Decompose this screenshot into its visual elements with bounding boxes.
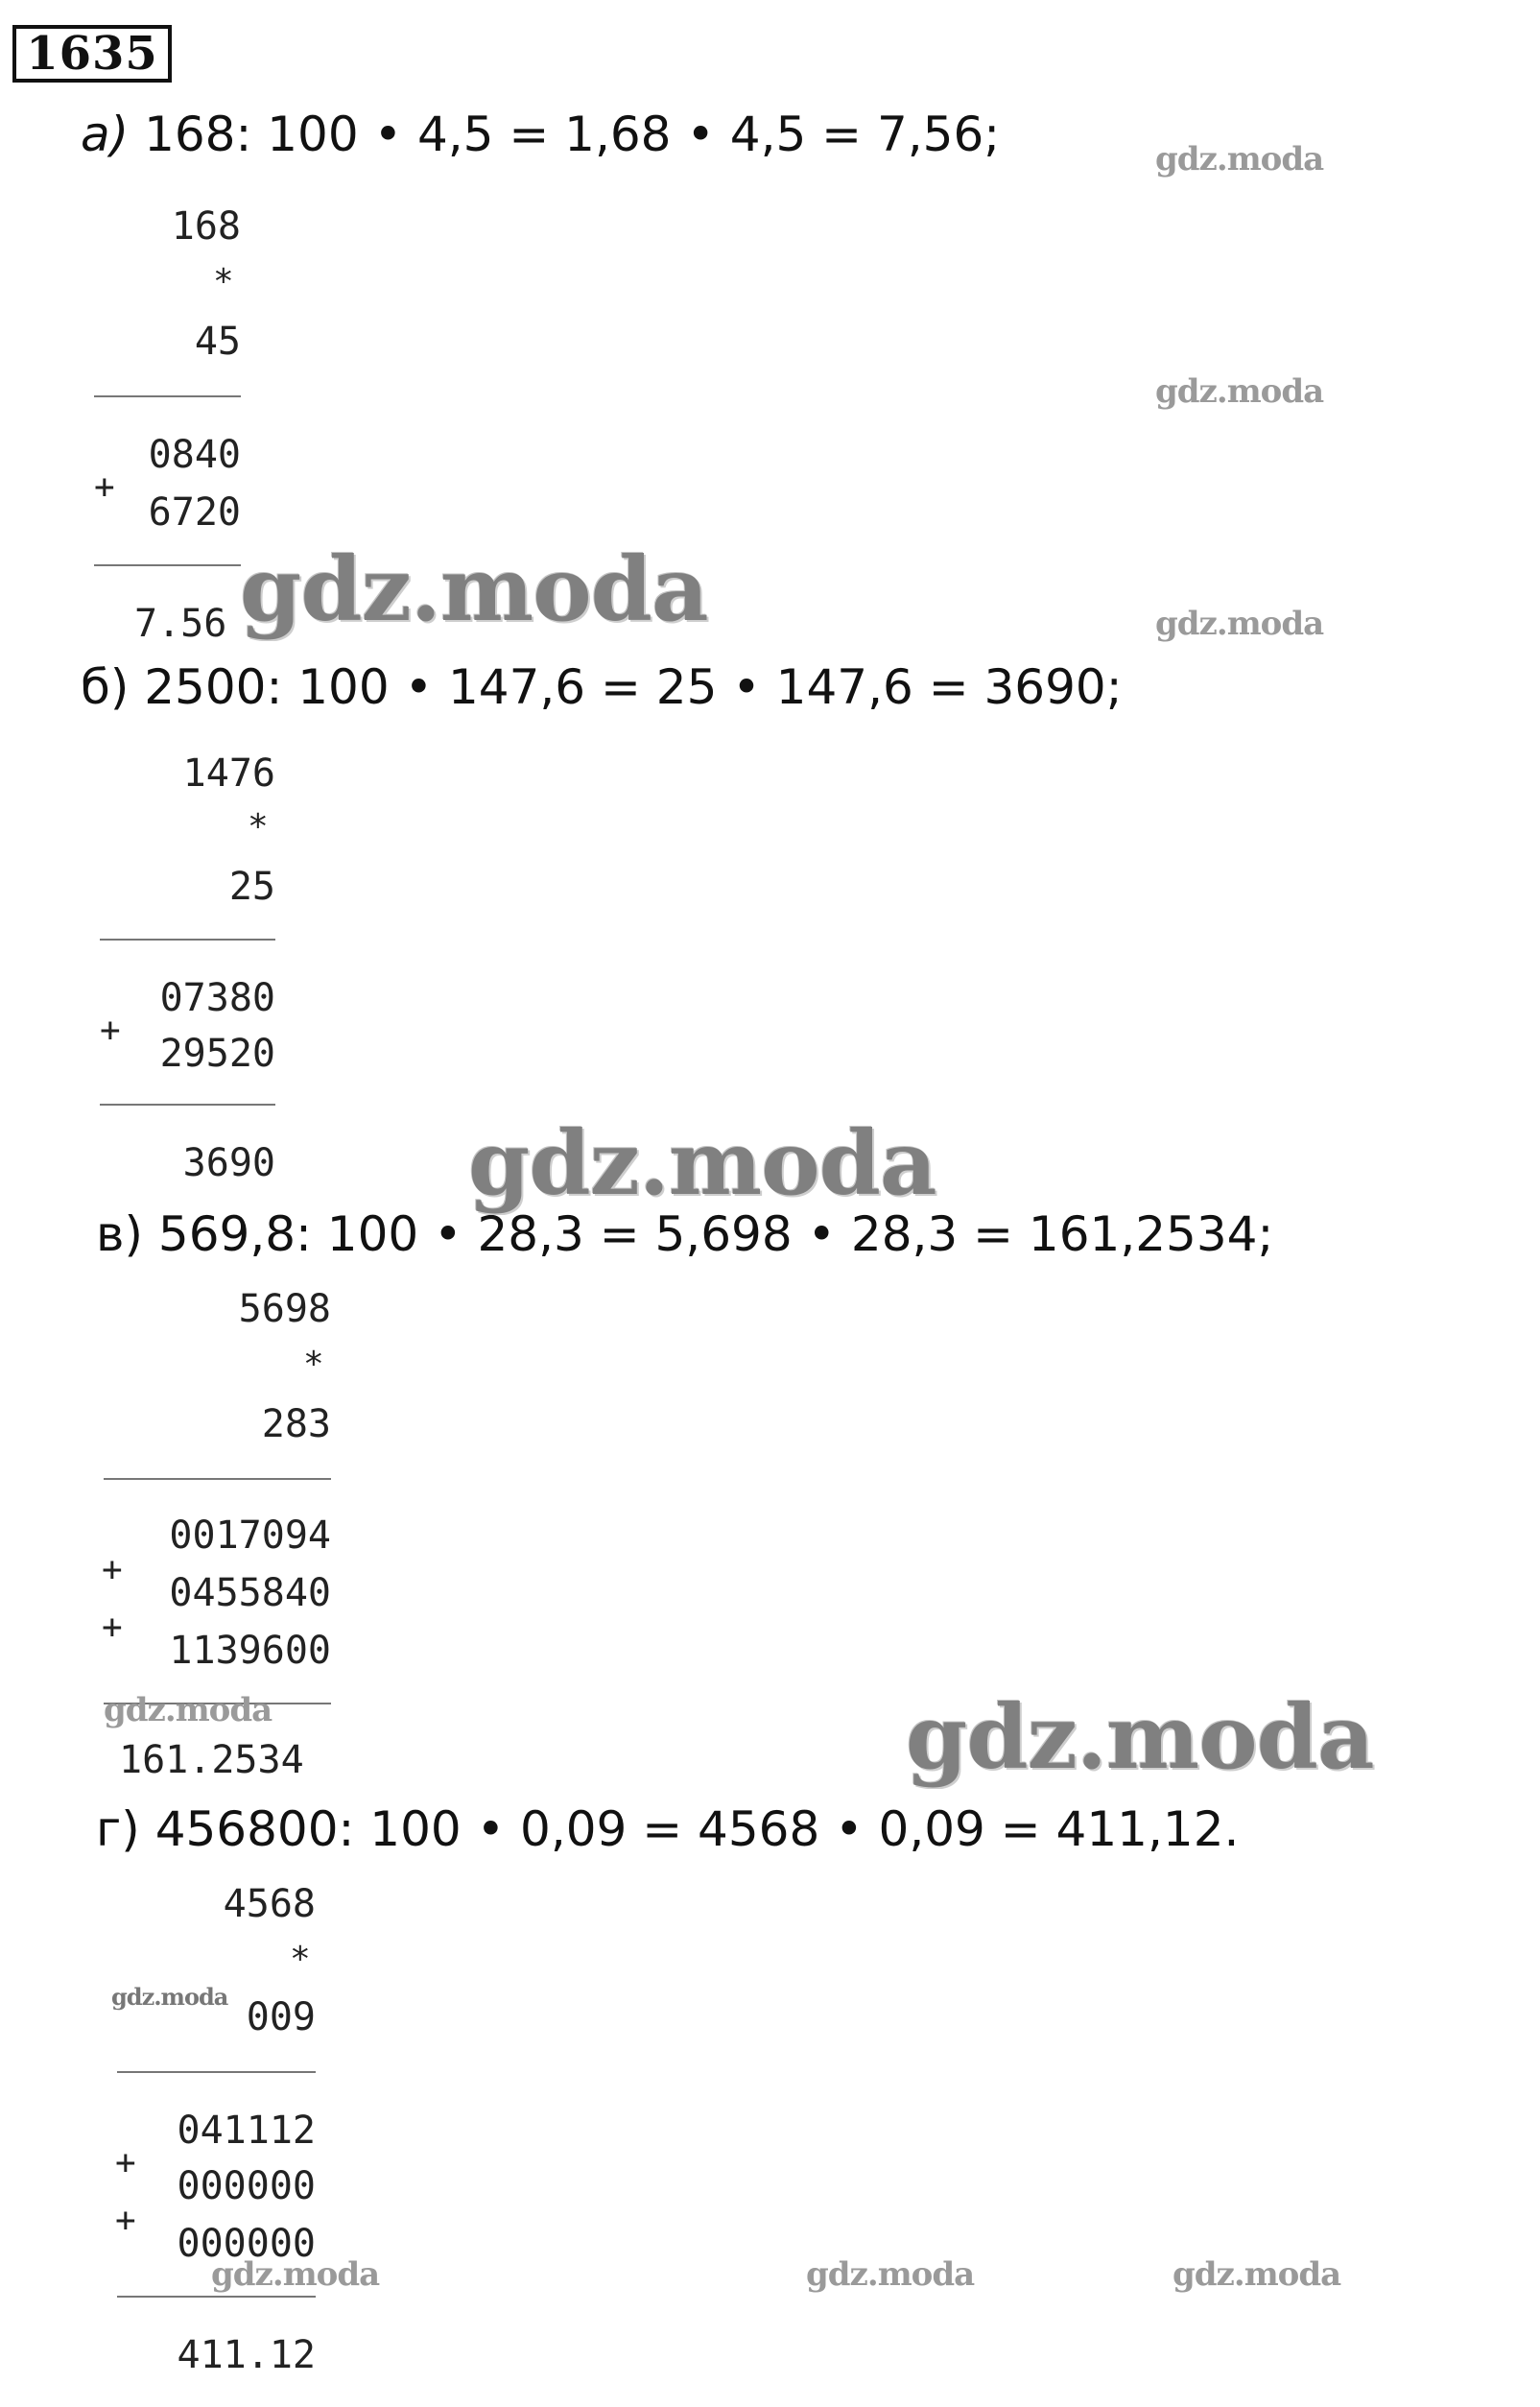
calc-a-rule-2 xyxy=(94,564,241,566)
part-label-b: б) xyxy=(81,659,130,715)
calc-a-partial-1: 0840 xyxy=(148,433,241,477)
calc-v-partial-2: 0455840 xyxy=(169,1571,331,1615)
equation-a xyxy=(81,106,1000,163)
calc-v-result: 161.2534 xyxy=(119,1738,304,1782)
watermark: gdz.moda xyxy=(111,1983,228,2011)
calc-b-rule-2 xyxy=(100,1104,275,1106)
watermark: gdz.moda xyxy=(1155,605,1324,643)
calc-b-multiplicand: 1476 xyxy=(182,751,275,796)
equation-g xyxy=(96,1800,1239,1858)
watermark: gdz.moda xyxy=(906,1685,1374,1789)
calc-a-operator: * xyxy=(213,262,234,301)
equation-text-a: 168: 100 • 4,5 = 1,68 • 4,5 = 7,56; xyxy=(144,107,1001,162)
watermark: gdz.moda xyxy=(468,1111,936,1215)
calc-b-plus-1: + xyxy=(100,1011,121,1050)
part-label-g: г) xyxy=(96,1801,140,1857)
calc-v-partial-3: 1139600 xyxy=(169,1629,331,1673)
calc-a-multiplicand: 168 xyxy=(171,204,241,249)
calc-g-plus-1: + xyxy=(115,2143,136,2182)
watermark: gdz.moda xyxy=(1155,140,1324,179)
calc-b-operator: * xyxy=(248,807,269,846)
watermark: gdz.moda xyxy=(806,2255,975,2294)
watermark: gdz.moda xyxy=(211,2255,380,2294)
calc-g-multiplier: 009 xyxy=(246,1995,316,2039)
calc-b-partial-1: 07380 xyxy=(159,976,275,1020)
calc-g-rule-1 xyxy=(117,2071,316,2073)
calc-b-rule-1 xyxy=(100,939,275,941)
calc-b-result: 3690 xyxy=(182,1141,275,1185)
calc-g-partial-3: 000000 xyxy=(177,2222,316,2266)
task-number: 1635 xyxy=(12,25,172,83)
calc-a-plus-1: + xyxy=(94,467,115,507)
watermark: gdz.moda xyxy=(1173,2255,1341,2294)
calc-g-partial-1: 041112 xyxy=(177,2109,316,2153)
calc-g-operator: * xyxy=(290,1940,311,1979)
calc-a-multiplier: 45 xyxy=(194,320,241,364)
calc-v-partial-1: 0017094 xyxy=(169,1513,331,1558)
calc-b-partial-2: 29520 xyxy=(159,1032,275,1076)
calc-g-partial-2: 000000 xyxy=(177,2164,316,2208)
calc-g-plus-2: + xyxy=(115,2201,136,2240)
calc-a-result: 7.56 xyxy=(134,602,227,646)
calc-g-result: 411.12 xyxy=(177,2333,316,2377)
part-label-a: а) xyxy=(81,107,130,162)
calc-v-multiplicand: 5698 xyxy=(238,1287,331,1331)
watermark: gdz.moda xyxy=(1155,372,1324,411)
calc-a-rule-1 xyxy=(94,395,241,397)
equation-text-b: 2500: 100 • 147,6 = 25 • 147,6 = 3690; xyxy=(144,659,1123,715)
calc-v-plus-1: + xyxy=(102,1550,123,1589)
equation-text-g: 456800: 100 • 0,09 = 4568 • 0,09 = 411,12. xyxy=(154,1801,1240,1857)
calc-v-rule-1 xyxy=(104,1478,331,1480)
calc-v-operator: * xyxy=(303,1345,324,1384)
calc-v-multiplier: 283 xyxy=(261,1402,331,1446)
part-label-v: в) xyxy=(96,1206,143,1262)
calc-v-plus-2: + xyxy=(102,1608,123,1647)
watermark: gdz.moda xyxy=(240,537,708,641)
watermark: gdz.moda xyxy=(104,1691,272,1729)
calc-g-multiplicand: 4568 xyxy=(223,1882,316,1926)
calc-b-multiplier: 25 xyxy=(228,865,275,909)
calc-a-partial-2: 6720 xyxy=(148,490,241,535)
equation-text-v: 569,8: 100 • 28,3 = 5,698 • 28,3 = 161,2534; xyxy=(157,1206,1274,1262)
equation-b xyxy=(81,658,1123,716)
calc-g-rule-2 xyxy=(117,2296,316,2298)
